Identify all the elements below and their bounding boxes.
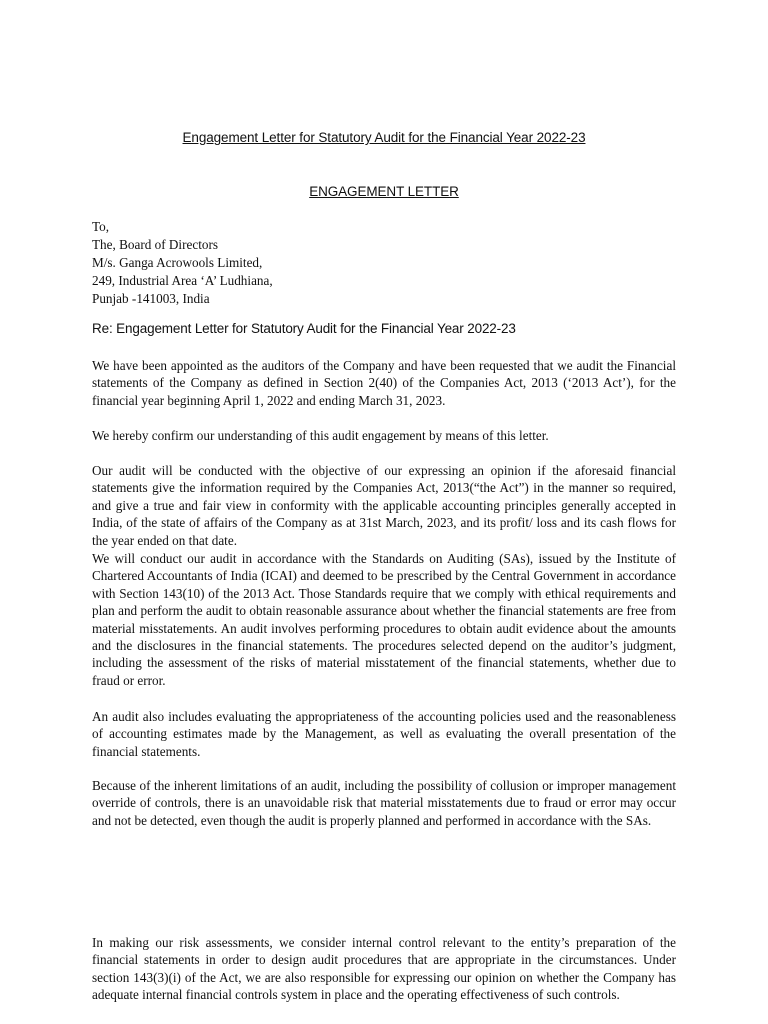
address-line: M/s. Ganga Acrowools Limited, — [92, 255, 263, 270]
paragraph-evaluation: An audit also includes evaluating the appropriateness of the accounting policies used and the reasonableness of accounting estimates made by the Management, as well as evaluating the overall presentation of the financial statements. — [92, 709, 676, 759]
address-line: Punjab -141003, India — [92, 291, 210, 306]
paragraph-risk-assessment: In making our risk assessments, we consider internal control relevant to the entity’s preparation of the financial statements in order to design audit procedures that are appropriate in the circumstances. Under section 143(3)(i) of the Act, we are also responsible for expressing our opinion on whether the Company has adequate internal financial controls system in place and the operating effectiveness of such controls. — [92, 935, 676, 1003]
address-line: 249, Industrial Area ‘A’ Ludhiana, — [92, 273, 273, 288]
address-line: The, Board of Directors — [92, 237, 218, 252]
paragraph-objective: Our audit will be conducted with the objective of our expressing an opinion if the aforesaid financial statements give the information required by the Companies Act, 2013(“the Act”) in the manner so required, and give a true and fair view in conformity with the applicable accounting principles generally accepted in India, of the state of affairs of the Company as at 31st March, 2023, and its profit/ loss and its cash flows for the year ended on that date. — [92, 463, 676, 548]
address-line: To, — [92, 219, 110, 234]
paragraph-confirmation: We hereby confirm our understanding of this audit engagement by means of this letter. — [92, 428, 549, 443]
document-subtitle: ENGAGEMENT LETTER — [309, 184, 459, 199]
paragraph-standards: We will conduct our audit in accordance with the Standards on Auditing (SAs), issued by the Institute of Chartered Accountants of India (ICAI) and deemed to be prescribed by the Central Government in accordance with Section 143(10) of the 2013 Act. Those Standards require that we comply with ethical requirements and plan and perform the audit to obtain reasonable assurance about whether the financial statements are free from material misstatements. An audit involves performing procedures to obtain audit evidence about the amounts and the disclosures in the financial statements. The procedures selected depend on the auditor’s judgment, including the assessment of the risks of material misstatement of the financial statements, whether due to fraud or error. — [92, 551, 676, 688]
subject-line: Re: Engagement Letter for Statutory Audit for the Financial Year 2022-23 — [92, 321, 516, 336]
recipient-address — [92, 218, 692, 308]
paragraph-appointment: We have been appointed as the auditors of the Company and have been requested that we audit the Financial statements of the Company as defined in Section 2(40) of the Companies Act, 2013 (‘2013 Act’), for the financial year beginning April 1, 2022 and ending March 31, 2023. — [92, 358, 676, 408]
document-title: Engagement Letter for Statutory Audit for the Financial Year 2022-23 — [182, 130, 586, 145]
paragraph-limitations: Because of the inherent limitations of an audit, including the possibility of collusion or improper management override of controls, there is an unavoidable risk that material misstatements due to fraud or error may occur and not be detected, even though the audit is properly planned and performed in accordance with the SAs. — [92, 778, 676, 828]
